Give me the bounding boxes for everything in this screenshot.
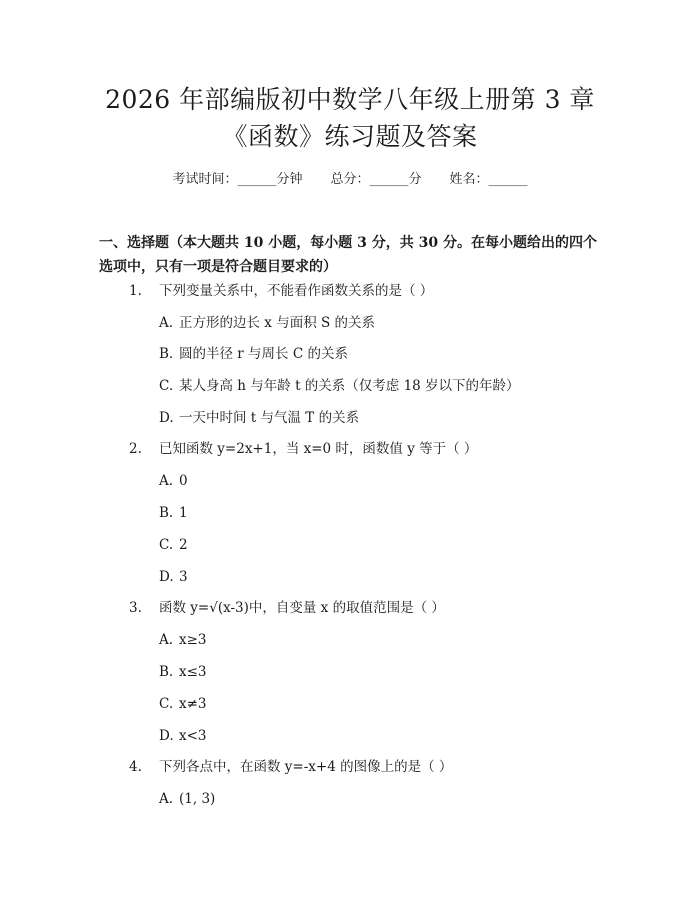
question-number: 1. — [129, 283, 142, 299]
document-title-line-1: 2026 年部编版初中数学八年级上册第 3 章 — [105, 85, 595, 114]
question-1 — [129, 282, 433, 300]
section-heading-multiple-choice: 一、选择题（本大题共 10 小题，每小题 3 分，共 30 分。在每小题给出的四个选项中，只有一项是符合题目要求的） — [99, 235, 597, 275]
question-4 — [129, 758, 452, 776]
option-text: 圆的半径 r 与周长 C 的关系 — [179, 346, 348, 362]
question-text: 下列变量关系中，不能看作函数关系的是（ ） — [159, 283, 434, 299]
student-name-field: 姓名：______ — [449, 172, 528, 187]
option-text: 3 — [179, 569, 188, 585]
option-text: 一天中时间 t 与气温 T 的关系 — [179, 410, 360, 426]
option-text: 某人身高 h 与年龄 t 的关系（仅考虑 18 岁以下的年龄） — [179, 378, 520, 394]
option-letter: D. — [159, 569, 174, 585]
question-3-option-c — [159, 695, 207, 713]
option-letter: B. — [159, 346, 174, 362]
option-letter: B. — [159, 664, 174, 680]
option-letter: C. — [159, 537, 174, 553]
question-4-option-a — [159, 790, 215, 808]
question-2-option-a — [159, 472, 188, 490]
exam-info-bar — [0, 171, 700, 189]
option-letter: D. — [159, 728, 174, 744]
question-2-option-b — [159, 504, 188, 522]
question-text: 已知函数 y=2x+1，当 x=0 时，函数值 y 等于（ ） — [159, 441, 478, 457]
total-score-field: 总分：______分 — [330, 172, 422, 187]
question-2-option-d — [159, 568, 188, 586]
option-text: x≤3 — [179, 664, 207, 680]
option-text: (1, 3) — [179, 791, 216, 807]
question-number: 4. — [129, 759, 142, 775]
option-text: 0 — [179, 473, 188, 489]
question-1-option-c — [159, 377, 520, 395]
question-3-option-d — [159, 727, 207, 745]
option-text: x<3 — [179, 728, 207, 744]
question-number: 3. — [129, 600, 142, 616]
option-letter: D. — [159, 410, 174, 426]
option-letter: A. — [159, 315, 174, 331]
question-3-option-b — [159, 663, 207, 681]
question-1-option-b — [159, 345, 348, 363]
question-text: 函数 y=√(x-3)中，自变量 x 的取值范围是（ ） — [159, 600, 445, 616]
option-letter: A. — [159, 473, 174, 489]
question-1-option-a — [159, 314, 375, 332]
option-letter: C. — [159, 378, 174, 394]
option-letter: A. — [159, 791, 174, 807]
option-text: 正方形的边长 x 与面积 S 的关系 — [179, 315, 376, 331]
question-2-option-c — [159, 536, 188, 554]
option-text: 2 — [179, 537, 188, 553]
exam-time-field: 考试时间：______分钟 — [172, 172, 303, 187]
question-text: 下列各点中，在函数 y=-x+4 的图像上的是（ ） — [159, 759, 453, 775]
question-1-option-d — [159, 409, 359, 427]
option-text: 1 — [179, 505, 188, 521]
document-title-line-2: 《函数》练习题及答案 — [222, 122, 478, 151]
question-2 — [129, 440, 477, 458]
question-3 — [129, 599, 445, 617]
question-3-option-a — [159, 631, 207, 649]
option-text: x≥3 — [179, 632, 207, 648]
option-letter: C. — [159, 696, 174, 712]
question-number: 2. — [129, 441, 142, 457]
option-letter: A. — [159, 632, 174, 648]
option-text: x≠3 — [179, 696, 207, 712]
option-letter: B. — [159, 505, 174, 521]
